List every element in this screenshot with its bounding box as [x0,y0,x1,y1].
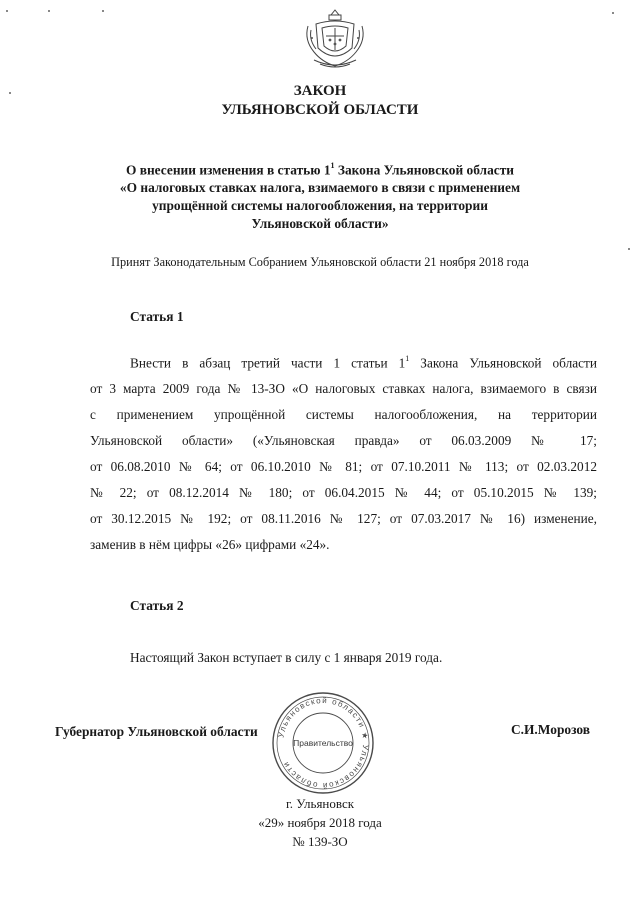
title-line-1: ЗАКОН [293,83,347,99]
scan-speck [612,12,614,14]
adoption-note: Принят Законодательным Собранием Ульяновской области 21 ноября 2018 года [111,255,529,269]
svg-text:Правительство: Правительство [293,738,353,748]
article-1-line: с применением упрощённой системы налогообложения, на территории [90,407,597,423]
scan-speck [628,248,630,250]
article-2-text: Настоящий Закон вступает в силу с 1 января 2019 года. [130,650,443,665]
subject-line-2: «О налоговых ставках налога, взимаемого в связи с применением [119,180,521,196]
scan-speck [6,10,8,12]
signatory-position: Губернатор Ульяновской области [55,724,258,739]
subject-superscript: 1 [330,161,335,170]
law-title [0,82,640,120]
coat-of-arms-icon [300,4,370,74]
article-1-line: Ульяновской области» («Ульяновская правда» от 06.03.2009 № 17; [90,433,597,449]
article-1-line: от 3 марта 2009 года № 13-ЗО «О налоговых ставках налога, взимаемого в связи [90,381,597,397]
svg-text:Ульяновской области ★ Ульяновс: Ульяновской области ★ Ульяновской области [276,695,371,791]
official-seal-icon [268,688,378,798]
footer-number: № 139-ЗО [292,834,348,849]
subject-line-4: Ульяновской области» [251,216,389,232]
article-1-line: заменив в нём цифры «26» цифрами «24». [90,537,330,553]
subject-line-1-tail: Закона Ульяновской области [334,162,515,178]
article-1-line: от 06.08.2010 № 64; от 06.10.2010 № 81; от 07.10.2011 № 113; от 02.03.2012 [90,459,597,475]
subject-line-1-text: О внесении изменения в статью 1 [125,162,331,178]
subject-line-1 [0,158,640,179]
footer-city: г. Ульяновск [285,796,355,811]
signatory-name: С.И.Морозов [511,722,590,737]
article-1-line-tail: Закона Ульяновской области [409,355,597,371]
footer-date: «29» ноября 2018 года [258,815,382,830]
article-1-line [90,347,597,376]
article-superscript: 1 [405,354,410,363]
article-1-line: от 30.12.2015 № 192; от 08.11.2016 № 127; от 07.03.2017 № 16) изменение, [90,511,597,527]
article-2-heading: Статья 2 [130,598,184,613]
article-1-body [90,347,597,558]
law-subject [0,158,640,233]
subject-line-3: упрощённой системы налогообложения, на территории [152,198,488,214]
article-1-line: № 22; от 08.12.2014 № 180; от 06.04.2015 № 44; от 05.10.2015 № 139; [90,485,597,501]
title-line-2: УЛЬЯНОВСКОЙ ОБЛАСТИ [221,102,419,118]
scan-speck [48,10,50,12]
scan-speck [102,10,104,12]
law-footer [0,794,640,851]
article-1-heading: Статья 1 [130,309,184,324]
article-1-line-text: Внести в абзац третий части 1 статьи 1 [130,355,406,371]
